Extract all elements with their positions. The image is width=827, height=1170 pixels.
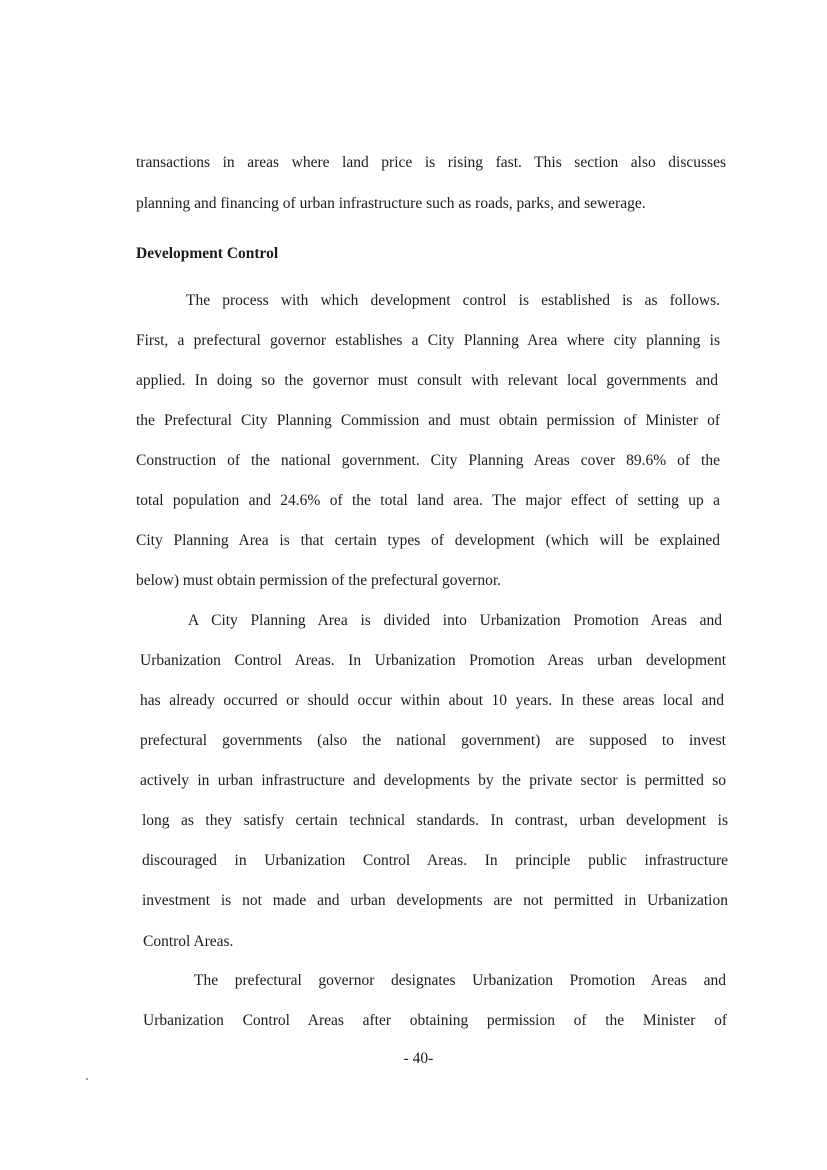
paragraph-line: applied. In doing so the governor must consult with relevant local governments and — [136, 372, 718, 389]
paragraph-line: the Prefectural City Planning Commission and must obtain permission of Minister of — [136, 412, 720, 429]
scan-speck — [86, 1078, 88, 1080]
paragraph-line: long as they satisfy certain technical standards. In contrast, urban development is — [142, 812, 728, 829]
paragraph-line: Urbanization Control Areas after obtaining permission of the Minister of — [143, 1012, 727, 1029]
paragraph-line: First, a prefectural governor establishes a City Planning Area where city planning is — [136, 332, 720, 349]
paragraph-line: Control Areas. — [143, 933, 234, 950]
paragraph-line: discouraged in Urbanization Control Areas. In principle public infrastructure — [142, 852, 728, 869]
paragraph-line: below) must obtain permission of the prefectural governor. — [136, 572, 502, 589]
section-heading: Development Control — [136, 245, 279, 262]
paragraph-line: investment is not made and urban developments are not permitted in Urbanization — [142, 892, 728, 909]
body-text-line: planning and financing of urban infrastructure such as roads, parks, and sewerage. — [136, 195, 646, 212]
paragraph-line: Construction of the national government. City Planning Areas cover 89.6% of the — [136, 452, 720, 469]
paragraph-line: prefectural governments (also the national government) are supposed to invest — [140, 732, 726, 749]
paragraph-line: City Planning Area is that certain types of development (which will be explained — [136, 532, 720, 549]
body-text-line: transactions in areas where land price is rising fast. This section also discusses — [136, 154, 726, 171]
paragraph-line: has already occurred or should occur within about 10 years. In these areas local and — [140, 692, 724, 709]
paragraph-line: The process with which development control is established is as follows. — [186, 292, 720, 309]
paragraph-line: A City Planning Area is divided into Urbanization Promotion Areas and — [188, 612, 722, 629]
paragraph-line: Urbanization Control Areas. In Urbanization Promotion Areas urban development — [140, 652, 726, 669]
page-number: - 40- — [403, 1050, 434, 1067]
paragraph-line: total population and 24.6% of the total land area. The major effect of setting up a — [136, 492, 720, 509]
paragraph-line: The prefectural governor designates Urbanization Promotion Areas and — [194, 972, 726, 989]
paragraph-line: actively in urban infrastructure and developments by the private sector is permitted so — [140, 772, 726, 789]
